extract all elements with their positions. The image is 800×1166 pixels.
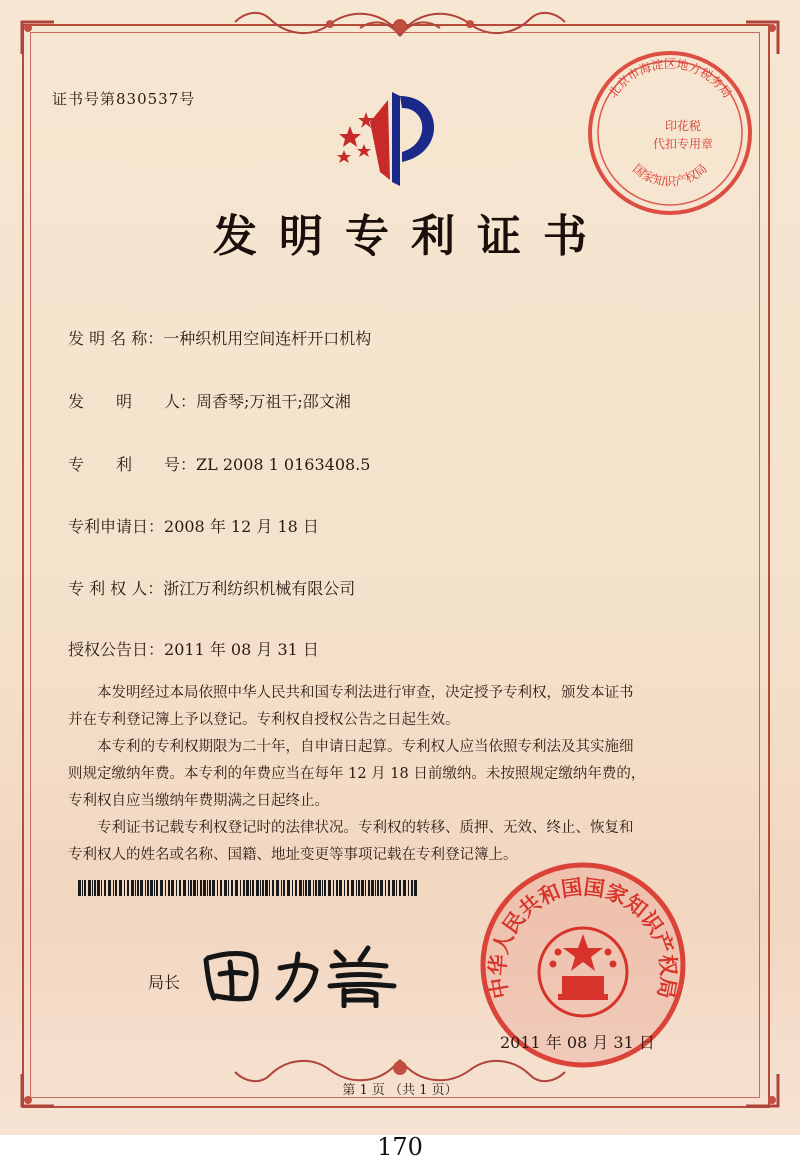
barcode-bar — [292, 880, 293, 896]
body-line: 则规定缴纳年费。本专利的年费应当在每年 12 月 18 日前缴纳。未按照规定缴纳年费的， — [68, 766, 646, 782]
barcode-bar — [347, 880, 349, 896]
field-label: 专利申请日： — [68, 517, 165, 536]
barcode-bar — [94, 880, 96, 896]
barcode-bar — [408, 880, 409, 896]
field-value: 2008 年 12 月 18 日 — [164, 517, 319, 536]
barcode-bar — [197, 880, 198, 896]
field-value: ZL 2008 1 0163408.5 — [196, 455, 371, 474]
barcode-bar — [101, 880, 102, 896]
barcode-bar — [358, 880, 360, 896]
barcode-bar — [131, 880, 134, 896]
field-inventors — [68, 389, 351, 412]
barcode-bar — [308, 880, 311, 896]
barcode-bar — [368, 880, 370, 896]
body-line: 专利权自应当缴纳年费期满之日起终止。 — [68, 793, 329, 809]
barcode-bar — [140, 880, 143, 896]
tax-stamp-line-2: 代扣专用章 — [652, 137, 714, 151]
barcode-bar — [220, 880, 222, 896]
barcode-bar — [392, 880, 395, 896]
tax-stamp-line-1: 印花税 — [664, 119, 702, 133]
svg-text:国家知识产权局 — [630, 161, 710, 188]
barcode-bar — [203, 880, 206, 896]
barcode-bar — [269, 880, 270, 896]
barcode-bar — [176, 880, 177, 896]
barcode-bar — [124, 880, 125, 896]
director-label: 局长 — [148, 973, 181, 992]
svg-text:北京市海淀区地方税务局 — [606, 56, 735, 100]
field-invention-name — [68, 326, 371, 349]
barcode-bar — [262, 880, 264, 896]
barcode-bar — [371, 880, 374, 896]
barcode-bar — [388, 880, 390, 896]
corner-ornament-top-left — [18, 18, 58, 58]
barcode-bar — [108, 880, 111, 896]
barcode-bar — [243, 880, 245, 896]
barcode-bar — [399, 880, 401, 896]
body-line: 专利权人的姓名或名称、国籍、地址变更等事项记载在专利登记簿上。 — [68, 847, 518, 863]
barcode-bar — [375, 880, 376, 896]
barcode-bar — [200, 880, 202, 896]
barcode-bar — [322, 880, 323, 896]
field-label: 专 利 号： — [68, 455, 197, 474]
seal-date: 2011 年 08 月 31 日 — [500, 1033, 655, 1052]
barcode-bar — [333, 880, 334, 896]
barcode-bar — [411, 880, 413, 896]
patent-office-emblem-icon — [330, 82, 450, 192]
barcode-bar — [283, 880, 285, 896]
barcode-bar — [272, 880, 274, 896]
page-title: 发明专利证书 — [213, 211, 609, 262]
barcode-bar — [252, 880, 254, 896]
barcode-bar — [97, 880, 100, 896]
barcode — [78, 880, 418, 896]
barcode-bar — [281, 880, 282, 896]
field-patent-number — [68, 452, 370, 475]
body-line: 本发明经过本局依照中华人民共和国专利法进行审查，决定授予专利权，颁发本证书 — [68, 685, 634, 701]
barcode-bar — [256, 880, 259, 896]
barcode-bar — [193, 880, 196, 896]
barcode-bar — [265, 880, 268, 896]
body-line: 专利证书记载专利权登记时的法律状况。专利权的转移、质押、无效、终止、恢复和 — [68, 820, 634, 836]
barcode-bar — [324, 880, 326, 896]
certificate-number: 证书号第830537号 — [52, 90, 196, 108]
barcode-bar — [190, 880, 192, 896]
field-value: 周香琴;万祖干;邵文湘 — [196, 392, 351, 411]
body-line: 本专利的专利权期限为二十年，自申请日起算。专利权人应当依照专利法及其实施细 — [68, 739, 634, 755]
barcode-bar — [240, 880, 241, 896]
barcode-bar — [147, 880, 149, 896]
barcode-bar — [209, 880, 211, 896]
barcode-bar — [113, 880, 114, 896]
barcode-bar — [315, 880, 317, 896]
barcode-bar — [145, 880, 146, 896]
field-label: 发 明 人： — [68, 392, 197, 411]
barcode-bar — [228, 880, 229, 896]
field-grant-date — [68, 637, 319, 660]
barcode-bar — [336, 880, 338, 896]
barcode-bar — [276, 880, 279, 896]
barcode-bar — [183, 880, 186, 896]
barcode-bar — [361, 880, 364, 896]
barcode-bar — [127, 880, 129, 896]
barcode-bar — [396, 880, 397, 896]
barcode-bar — [287, 880, 290, 896]
tax-stamp-outer-text: 北京市海淀区地方税务局 — [605, 57, 735, 101]
barcode-bar — [171, 880, 174, 896]
barcode-bar — [260, 880, 261, 896]
barcode-bar — [231, 880, 233, 896]
barcode-bar — [82, 880, 83, 896]
barcode-bar — [119, 880, 122, 896]
barcode-bar — [154, 880, 155, 896]
field-label: 发 明 名 称： — [68, 329, 164, 348]
barcode-bar — [104, 880, 106, 896]
tax-stamp-bottom-text: 国家知识产权局 — [630, 161, 710, 189]
barcode-bar — [135, 880, 136, 896]
barcode-bar — [160, 880, 163, 896]
barcode-bar — [344, 880, 345, 896]
body-text — [68, 680, 718, 869]
barcode-bar — [380, 880, 383, 896]
barcode-bar — [250, 880, 251, 896]
barcode-bar — [305, 880, 307, 896]
page-number: 170 — [377, 1133, 423, 1161]
barcode-bar — [385, 880, 386, 896]
barcode-bar — [235, 880, 238, 896]
page-info: 第 1 页 （共 1 页） — [342, 1083, 458, 1098]
barcode-bar — [365, 880, 366, 896]
barcode-bar — [115, 880, 117, 896]
barcode-bar — [212, 880, 215, 896]
barcode-bar — [299, 880, 302, 896]
barcode-bar — [137, 880, 139, 896]
barcode-bar — [78, 880, 81, 896]
barcode-bar — [328, 880, 331, 896]
field-value: 2011 年 08 月 31 日 — [164, 640, 319, 659]
barcode-bar — [156, 880, 158, 896]
field-patentee — [68, 576, 355, 599]
barcode-bar — [168, 880, 170, 896]
barcode-bar — [92, 880, 93, 896]
barcode-bar — [318, 880, 321, 896]
director-signature — [198, 938, 408, 1008]
barcode-bar — [188, 880, 189, 896]
barcode-bar — [246, 880, 249, 896]
barcode-bar — [84, 880, 86, 896]
barcode-bar — [207, 880, 208, 896]
field-value: 一种织机用空间连杆开口机构 — [163, 329, 372, 348]
barcode-bar — [414, 880, 417, 896]
barcode-bar — [150, 880, 153, 896]
barcode-bar — [339, 880, 342, 896]
top-ornament — [230, 4, 570, 44]
barcode-bar — [179, 880, 181, 896]
field-label: 授权公告日： — [68, 640, 165, 659]
barcode-bar — [217, 880, 218, 896]
barcode-bar — [403, 880, 406, 896]
barcode-bar — [377, 880, 379, 896]
field-value: 浙江万利纺织机械有限公司 — [163, 579, 356, 598]
barcode-bar — [356, 880, 357, 896]
barcode-bar — [295, 880, 297, 896]
field-application-date — [68, 514, 319, 537]
barcode-bar — [313, 880, 314, 896]
barcode-bar — [351, 880, 354, 896]
seal-text: 中华人民共和国国家知识产权局 — [485, 874, 681, 1001]
field-label: 专 利 权 人： — [68, 579, 164, 598]
barcode-bar — [224, 880, 227, 896]
barcode-bar — [165, 880, 166, 896]
barcode-bar — [303, 880, 304, 896]
barcode-bar — [88, 880, 91, 896]
body-line: 并在专利登记簿上予以登记。专利权自授权公告之日起生效。 — [68, 712, 460, 728]
